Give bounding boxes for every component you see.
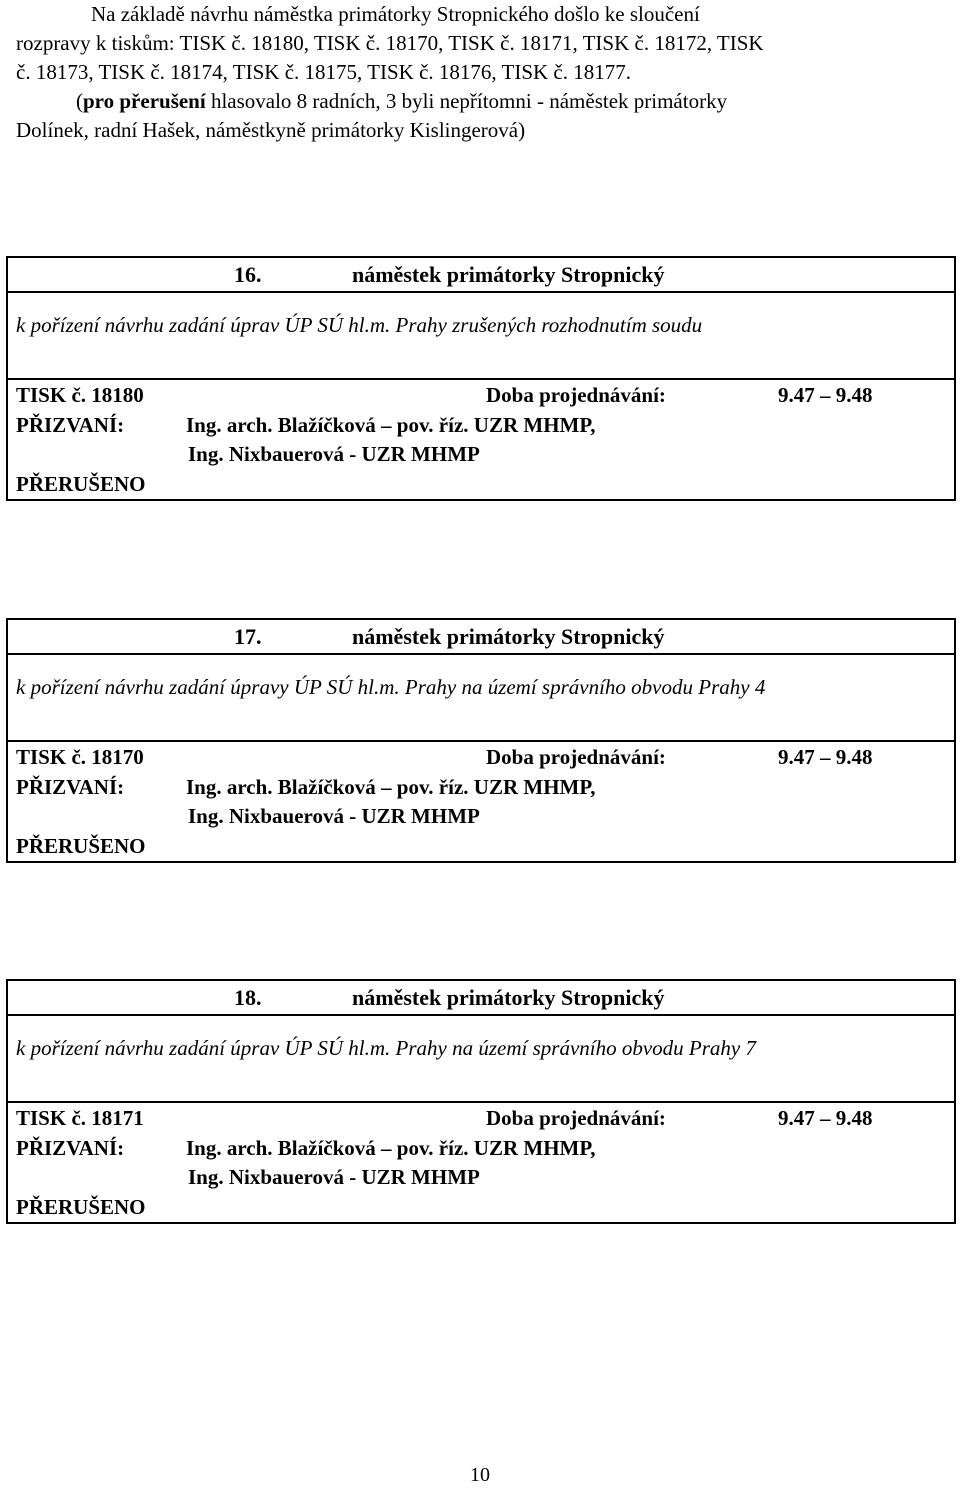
item-status: PŘERUŠENO xyxy=(16,1195,146,1219)
item-subject xyxy=(6,293,956,378)
duration-time: 9.47 – 9.48 xyxy=(778,745,873,769)
invited-guest: Ing. arch. Blažíčková – pov. říz. UZR MHMP, xyxy=(186,413,596,437)
invited-label: PŘIZVANÍ: xyxy=(16,1136,125,1160)
pause-vote-text: hlasovalo 8 radních, 3 byli nepřítomni - náměstek primátorky xyxy=(205,89,728,113)
item-number: 16. xyxy=(234,262,262,287)
duration-time: 9.47 – 9.48 xyxy=(778,1106,873,1130)
page-number: 10 xyxy=(470,1464,490,1486)
item-header xyxy=(6,979,956,1016)
item-details xyxy=(6,378,956,501)
intro-line: č. 18173, TISK č. 18174, TISK č. 18175, TISK č. 18176, TISK č. 18177. xyxy=(16,60,631,84)
item-presenter: náměstek primátorky Stropnický xyxy=(352,262,665,287)
tisk-number: TISK č. 18180 xyxy=(16,383,144,407)
tisk-number: TISK č. 18171 xyxy=(16,1106,144,1130)
intro-line: Na základě návrhu náměstka primátorky Stropnického došlo ke sloučení xyxy=(91,2,700,26)
item-subject xyxy=(6,1016,956,1101)
invited-guest: Ing. arch. Blažíčková – pov. říz. UZR MHMP, xyxy=(186,1136,596,1160)
pause-vote-line xyxy=(16,87,946,116)
item-details xyxy=(6,1101,956,1224)
duration-label: Doba projednávání: xyxy=(486,383,666,407)
pause-open: ( xyxy=(76,89,83,113)
intro-paragraph xyxy=(16,0,946,145)
invited-guest: Ing. Nixbauerová - UZR MHMP xyxy=(188,1165,480,1189)
duration-label: Doba projednávání: xyxy=(486,745,666,769)
agenda-item-18 xyxy=(6,979,956,1224)
invited-label: PŘIZVANÍ: xyxy=(16,413,125,437)
item-number: 18. xyxy=(234,985,262,1010)
item-subject-text: k pořízení návrhu zadání úprav ÚP SÚ hl.m. Prahy na území správního obvodu Prahy 7 xyxy=(16,1036,757,1060)
item-presenter: náměstek primátorky Stropnický xyxy=(352,624,665,649)
agenda-item-17 xyxy=(6,618,956,863)
invited-guest: Ing. Nixbauerová - UZR MHMP xyxy=(188,442,480,466)
item-status: PŘERUŠENO xyxy=(16,834,146,858)
item-header xyxy=(6,618,956,655)
item-presenter: náměstek primátorky Stropnický xyxy=(352,985,665,1010)
agenda-item-16 xyxy=(6,256,956,501)
invited-guest: Ing. arch. Blažíčková – pov. říz. UZR MHMP, xyxy=(186,775,596,799)
item-subject xyxy=(6,655,956,740)
invited-label: PŘIZVANÍ: xyxy=(16,775,125,799)
item-status: PŘERUŠENO xyxy=(16,472,146,496)
item-details xyxy=(6,740,956,863)
item-subject-text: k pořízení návrhu zadání úpravy ÚP SÚ hl.m. Prahy na území správního obvodu Prahy 4 xyxy=(16,675,766,699)
invited-guest: Ing. Nixbauerová - UZR MHMP xyxy=(188,804,480,828)
pause-vote-label: pro přerušení xyxy=(83,89,206,113)
item-subject-text: k pořízení návrhu zadání úprav ÚP SÚ hl.m. Prahy zrušených rozhodnutím soudu xyxy=(16,313,703,337)
duration-time: 9.47 – 9.48 xyxy=(778,383,873,407)
intro-line: rozpravy k tiskům: TISK č. 18180, TISK č. 18170, TISK č. 18171, TISK č. 18172, TISK xyxy=(16,31,764,55)
item-header xyxy=(6,256,956,293)
duration-label: Doba projednávání: xyxy=(486,1106,666,1130)
intro-line: Dolínek, radní Hašek, náměstkyně primátorky Kislingerová) xyxy=(16,118,526,142)
tisk-number: TISK č. 18170 xyxy=(16,745,144,769)
item-number: 17. xyxy=(234,624,262,649)
